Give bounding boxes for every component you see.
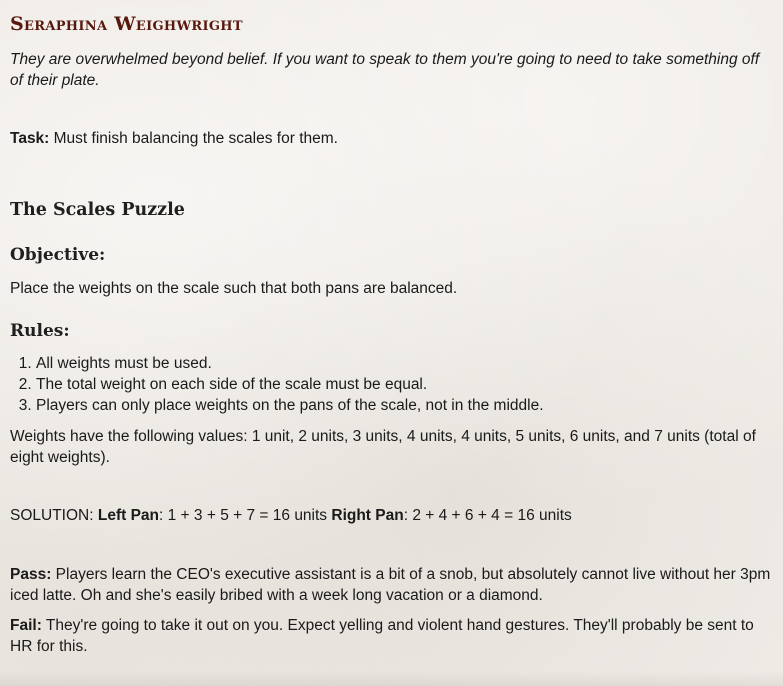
task-label: Task: <box>10 130 50 147</box>
rule-item: 1. All weights must be used. <box>36 353 544 374</box>
solution-line <box>10 505 775 526</box>
fail-label: Fail: <box>10 617 42 634</box>
rules-heading: Rules: <box>10 321 70 341</box>
fail-text: They're going to take it out on you. Expect yelling and violent hand gestures. They'll probably be sent to HR for this. <box>10 617 754 655</box>
npc-intro: They are overwhelmed beyond belief. If you want to speak to them you're going to need to take something off of their plate. <box>10 51 760 89</box>
objective-text: Place the weights on the scale such that both pans are balanced. <box>10 280 458 297</box>
objective-heading: Objective: <box>10 245 106 265</box>
weights-text: Weights have the following values: 1 unit, 2 units, 3 units, 4 units, 4 units, 5 units, 6 units, and 7 units (total of eight weights). <box>10 428 756 466</box>
pass-paragraph <box>10 564 775 606</box>
right-pan-label: Right Pan <box>331 507 404 524</box>
task-text: Must finish balancing the scales for them. <box>49 130 338 147</box>
puzzle-heading: The Scales Puzzle <box>10 200 185 220</box>
fail-paragraph <box>10 615 775 657</box>
left-pan-label: Left Pan <box>97 507 160 524</box>
rules-list <box>10 353 544 416</box>
solution-prefix: SOLUTION: <box>10 507 98 524</box>
right-pan-text: : 2 + 4 + 6 + 4 = 16 units <box>403 507 572 524</box>
npc-title: Seraphina Weighwright <box>10 13 243 35</box>
pass-label: Pass: <box>10 566 52 583</box>
left-pan-text: : 1 + 3 + 5 + 7 = 16 units <box>159 507 332 524</box>
rule-item: 2. The total weight on each side of the scale must be equal. <box>36 374 544 395</box>
page-bottom-shadow <box>0 672 783 686</box>
rule-item: 3. Players can only place weights on the pans of the scale, not in the middle. <box>36 395 544 416</box>
pass-text: Players learn the CEO's executive assistant is a bit of a snob, but absolutely cannot live without her 3pm iced latte. Oh and she's easily bribed with a week long vacation or a diamond. <box>10 566 771 604</box>
task-line <box>10 128 775 149</box>
